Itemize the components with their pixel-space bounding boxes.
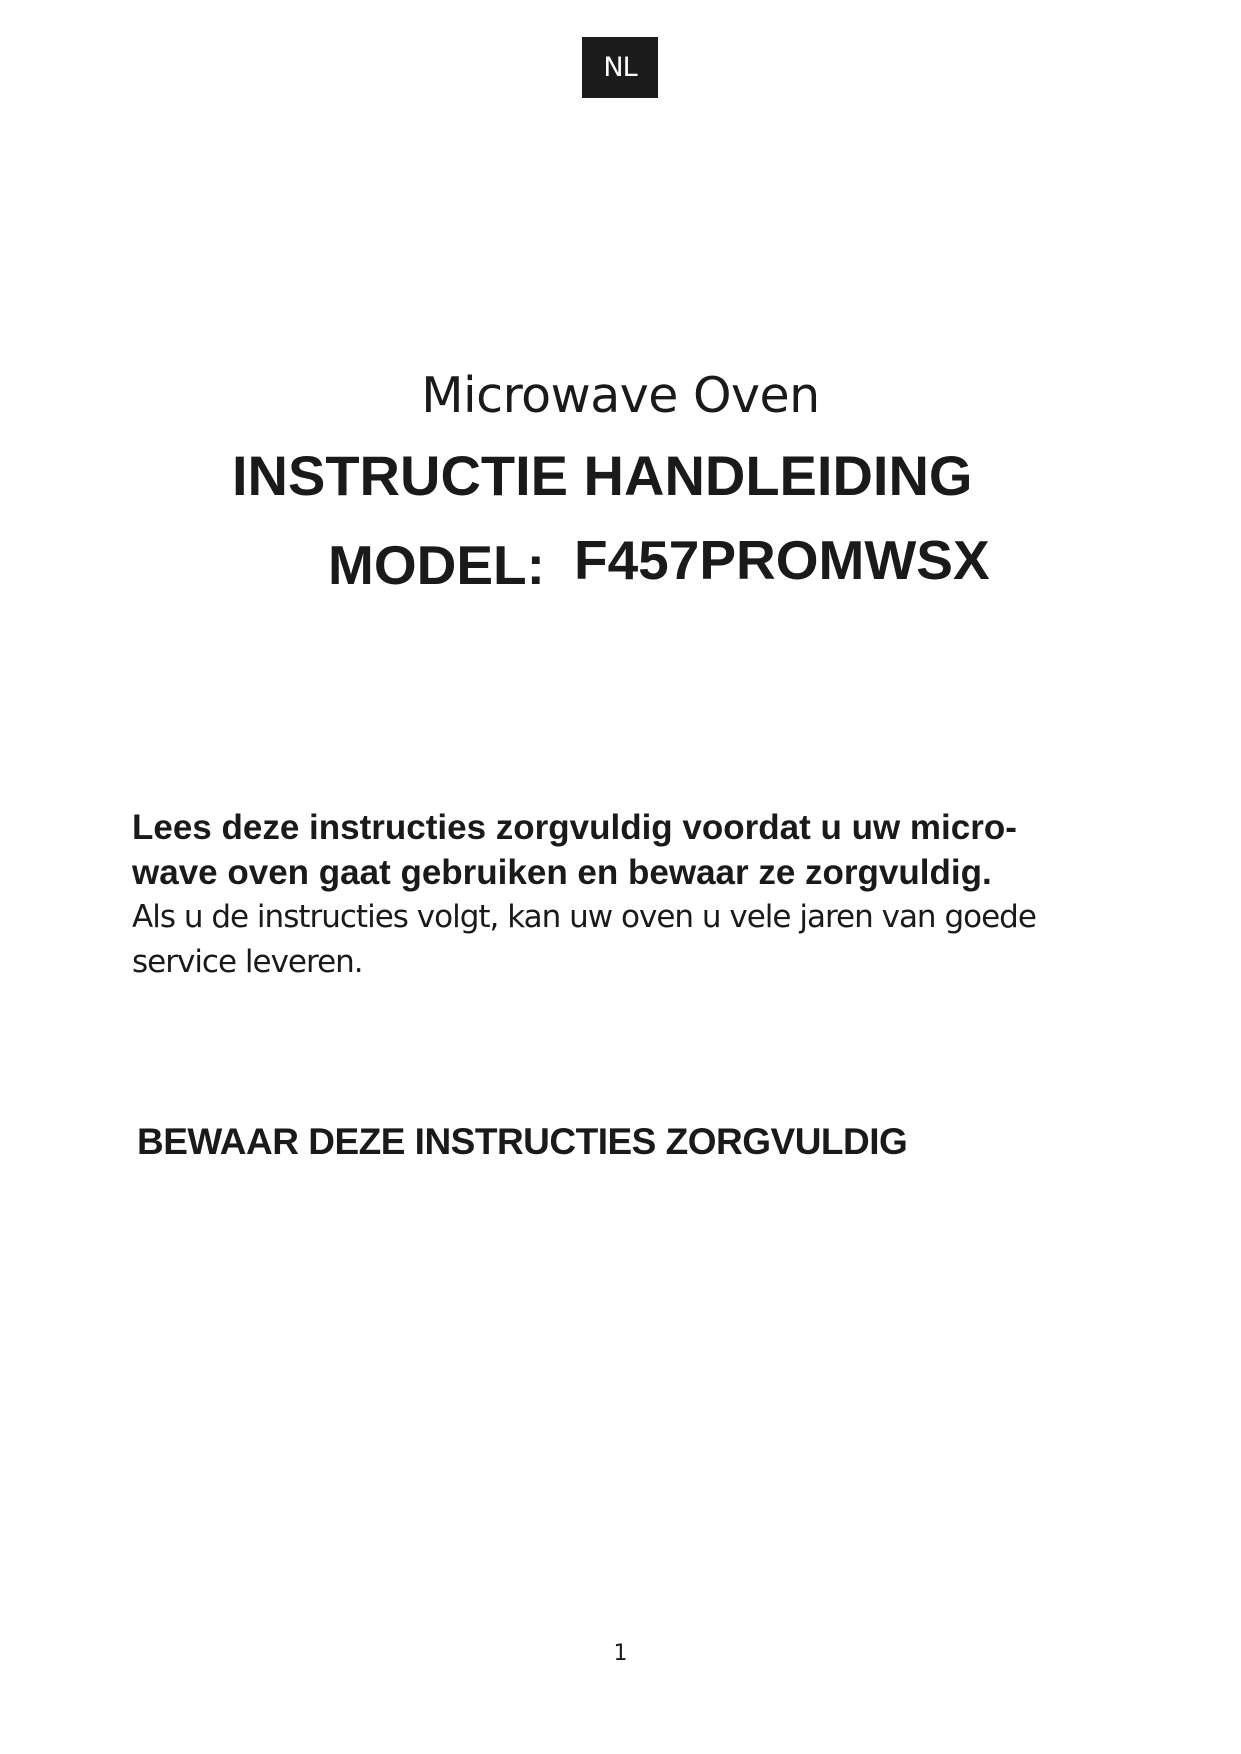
keep-instructions-heading: BEWAAR DEZE INSTRUCTIES ZORGVULDIG (137, 1121, 908, 1162)
manual-title: INSTRUCTIE HANDLEIDING (232, 444, 973, 507)
intro-bold-line: Lees deze instructies zorgvuldig voordat u uw micro- (132, 808, 1017, 847)
intro-bold-line: wave oven gaat gebruiken en bewaar ze zorgvuldig. (132, 853, 992, 892)
page-number: 1 (613, 1641, 628, 1666)
model-number: F457PROMWSX (574, 529, 990, 591)
intro-paragraph (132, 805, 1092, 985)
language-badge: NL (582, 37, 658, 98)
product-title: Microwave Oven (421, 367, 820, 424)
intro-text-line: Als u de instructies volgt, kan uw oven u vele jaren van goede (132, 899, 1036, 935)
model-label: MODEL: (328, 534, 545, 596)
intro-text-line: service leveren. (132, 944, 363, 980)
